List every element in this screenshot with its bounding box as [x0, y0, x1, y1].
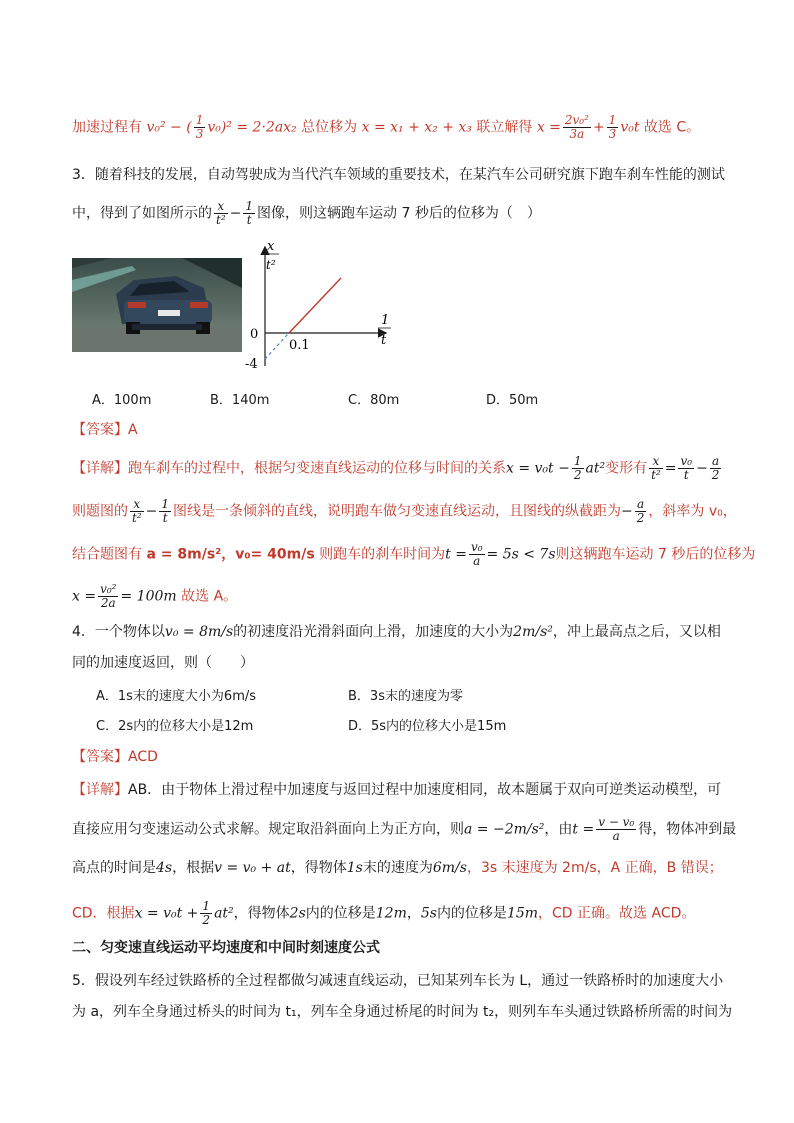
- text: CD．根据: [72, 905, 135, 922]
- fraction: [563, 114, 591, 141]
- fraction-numerator: a: [635, 498, 647, 512]
- text: 跑车刹车的过程中，根据匀变速直线运动的位移与时间的关系: [128, 460, 506, 477]
- fraction: [469, 541, 485, 568]
- fraction-denominator: t²: [651, 468, 661, 482]
- equation: v₀)² = 2·2ax₂: [207, 119, 297, 136]
- fraction-denominator: t: [246, 213, 252, 227]
- fraction-numerator: x: [214, 200, 228, 214]
- equation: 4s: [156, 860, 173, 876]
- detail-tag: 【详解】: [72, 782, 128, 798]
- fraction-numerator: 1: [245, 199, 254, 213]
- q4-stem-line-2: 同的加速度返回，则（ ）: [72, 655, 254, 671]
- extrapolated-line: [265, 333, 289, 359]
- text: 加速过程有: [72, 119, 142, 136]
- text: 直接应用匀变速运动公式求解。规定取沿斜面向上为正方向，则: [72, 821, 464, 838]
- equation: 2m/s²: [513, 624, 553, 640]
- equation: −: [621, 503, 633, 520]
- car-photo: [72, 258, 242, 352]
- fraction: [572, 455, 584, 482]
- fraction-denominator: t²: [216, 213, 226, 227]
- q2-solution-tail: [72, 114, 732, 141]
- equation: a = −2m/s²: [464, 821, 545, 838]
- equation: 15m: [506, 905, 539, 922]
- fraction: [635, 498, 647, 525]
- x-axis-denominator: t: [381, 333, 387, 348]
- text: ，由: [544, 821, 573, 838]
- q3-option-b: B．140m: [210, 393, 270, 408]
- equation: −: [145, 503, 158, 520]
- fraction-denominator: t: [683, 468, 689, 482]
- fraction-numerator: x: [130, 498, 144, 512]
- equation: −: [229, 205, 242, 222]
- text: 变形有: [605, 460, 648, 477]
- origin-label: 0: [250, 327, 259, 342]
- q4-option-a: A．1s末的速度大小为6m/s: [96, 689, 257, 704]
- text: 中，得到了如图所示的: [72, 205, 212, 222]
- x-tick-label: 0.1: [289, 338, 310, 353]
- equation: 1s: [346, 860, 363, 876]
- text: ，斜率为 v₀，: [648, 503, 737, 520]
- q3-detail-line-1: [72, 455, 732, 482]
- fraction-denominator: 3: [608, 127, 617, 141]
- equation: +: [592, 119, 605, 136]
- q3-option-d: D．50m: [486, 393, 539, 408]
- q4-detail-line-1: [72, 779, 732, 801]
- fraction: [596, 816, 636, 843]
- equation: x =: [536, 119, 561, 136]
- text: 图像，则这辆跑车运动 7 秒后的位移为（ ）: [257, 205, 541, 222]
- fraction-numerator: x: [649, 455, 663, 469]
- fraction-denominator: 3: [195, 127, 204, 141]
- fraction-numerator: 1: [608, 113, 617, 127]
- fraction-denominator: t: [162, 511, 168, 525]
- fraction-numerator: v₀: [470, 540, 483, 554]
- fraction-numerator: 1: [161, 497, 170, 511]
- q4-detail-line-4: [72, 900, 732, 927]
- text: 内的位移是: [305, 905, 376, 922]
- fraction-denominator: 2: [711, 468, 720, 482]
- fraction: [214, 200, 228, 227]
- q3-option-c: C．80m: [348, 393, 400, 408]
- text: 联立解得: [476, 119, 533, 136]
- text: AB．由于物体上滑过程中加速度与返回过程中加速度相同，故本题属于双向可逆类运动模型，可: [128, 782, 722, 798]
- equation: = 5s < 7s: [486, 546, 556, 563]
- text: ，根据: [172, 860, 215, 876]
- equation: v₀t: [620, 119, 640, 136]
- q5-stem-line-2: 为 a，列车全身通过桥头的时间为 t₁，列车全身通过桥尾的时间为 t₂，则列车车头通过铁路桥所需的时间为: [72, 1004, 733, 1020]
- text: 末的速度为: [362, 860, 433, 876]
- fraction-numerator: 2v₀²: [564, 113, 589, 127]
- equation: v = v₀ + at: [214, 860, 291, 876]
- q4-detail-line-2: [72, 815, 737, 843]
- fraction: [649, 455, 663, 482]
- equation: at²: [214, 905, 234, 922]
- text: 则这辆跑车运动 7 秒后的位移为: [555, 546, 756, 563]
- graph-line: [289, 278, 341, 333]
- detail-tag: 【详解】: [72, 460, 128, 477]
- equation: 2s: [289, 905, 306, 922]
- q3-detail-line-3: [72, 540, 756, 568]
- equation: x =: [72, 588, 97, 605]
- fraction-numerator: v₀: [680, 454, 693, 468]
- q3-detail-line-4: [72, 583, 732, 610]
- equation: 5s: [420, 905, 437, 922]
- fraction: [200, 900, 212, 927]
- fraction-numerator: 1: [573, 454, 582, 468]
- fraction: [194, 114, 206, 141]
- q4-answer: 【答案】ACD: [72, 749, 158, 765]
- text: ，: [406, 905, 421, 922]
- equation: = 100m: [120, 588, 177, 605]
- text: 故选 A。: [181, 588, 238, 605]
- text: ，CD 正确。故选 ACD。: [538, 905, 696, 922]
- q3-answer: 【答案】A: [72, 422, 138, 438]
- fraction: [130, 498, 144, 525]
- text: ，3s 末速度为 2m/s，A 正确，B 错误；: [466, 860, 723, 876]
- text: ，得物体: [290, 860, 347, 876]
- fraction-denominator: 2a: [100, 596, 116, 610]
- q4-option-b: B．3s末的速度为零: [348, 689, 463, 704]
- text: 图线是一条倾斜的直线，说明跑车做匀变速直线运动，且图线的纵截距为: [173, 503, 622, 520]
- text: 得，物体冲到最: [638, 821, 737, 838]
- fraction: [98, 583, 118, 610]
- fraction: [678, 455, 694, 482]
- fraction: [159, 498, 171, 525]
- y-axis-numerator: x: [267, 239, 275, 254]
- equation: x = x₁ + x₂ + x₃: [361, 119, 472, 136]
- text: a = 8m/s²，v₀= 40m/s: [146, 546, 315, 563]
- equation: x = v₀t +: [134, 905, 199, 922]
- text: ，得物体: [233, 905, 290, 922]
- fraction-denominator: 2: [573, 468, 582, 482]
- q4-option-d: D．5s内的位移大小是15m: [348, 719, 507, 734]
- text: 高点的时间是: [72, 860, 156, 876]
- q4-stem-line-1: [72, 621, 732, 643]
- fraction-numerator: 1: [195, 113, 204, 127]
- fraction-denominator: 2: [202, 913, 211, 927]
- fraction: [710, 455, 722, 482]
- fraction-denominator: 2: [636, 511, 645, 525]
- fraction-numerator: v₀²: [100, 582, 117, 596]
- equation: v₀ = 8m/s: [164, 624, 234, 640]
- text: ，冲上最高点之后，又以相: [552, 624, 721, 640]
- q3-option-a: A．100m: [92, 393, 152, 408]
- text: 则跑车的刹车时间为: [319, 546, 446, 563]
- fraction-denominator: 3a: [569, 127, 585, 141]
- q4-detail-line-3: [72, 857, 732, 879]
- section-2-title: 二、匀变速直线运动平均速度和中间时刻速度公式: [72, 940, 380, 956]
- fraction: [607, 114, 619, 141]
- equation: at²: [585, 460, 606, 477]
- text: 总位移为: [301, 119, 358, 136]
- fraction-denominator: t²: [132, 511, 142, 525]
- equation: 6m/s: [432, 860, 467, 876]
- q3-detail-line-2: [72, 497, 737, 525]
- text: 则题图的: [72, 503, 128, 520]
- fraction-numerator: v − v₀: [598, 815, 635, 829]
- y-axis-denominator: t²: [266, 258, 276, 272]
- text: 结合题图有: [72, 546, 142, 563]
- q3-graph: [245, 238, 405, 372]
- car-illustration: [72, 258, 242, 352]
- equation: v₀² − (: [146, 119, 192, 136]
- fraction: [243, 200, 255, 227]
- text: 4．一个物体以: [72, 624, 165, 640]
- text: 故选 C。: [643, 119, 701, 136]
- y-tick-label: -4: [245, 357, 258, 372]
- text: 内的位移是: [436, 905, 507, 922]
- equation: t =: [572, 821, 595, 838]
- equation: x = v₀t −: [506, 460, 570, 477]
- q3-stem-line-1: 3．随着科技的发展，自动驾驶成为当代汽车领域的重要技术，在某汽车公司研究旗下跑车刹车性能的测试: [72, 167, 725, 183]
- fraction-numerator: 1: [202, 899, 211, 913]
- equation: −: [696, 460, 708, 477]
- fraction-numerator: a: [710, 455, 722, 469]
- text: 的初速度沿光滑斜面向上滑，加速度的大小为: [233, 624, 514, 640]
- equation: =: [664, 460, 677, 477]
- fraction-denominator: a: [473, 554, 481, 568]
- q4-option-c: C．2s内的位移大小是12m: [96, 719, 254, 734]
- equation: t =: [445, 546, 467, 563]
- equation: 12m: [375, 905, 407, 922]
- fraction-denominator: a: [612, 829, 620, 843]
- q5-stem-line-1: 5．假设列车经过铁路桥的全过程都做匀减速直线运动，已知某列车长为 L，通过一铁路桥时的加速度大小: [72, 973, 724, 989]
- x-axis-numerator: 1: [381, 313, 390, 328]
- q3-stem-line-2: [72, 200, 732, 227]
